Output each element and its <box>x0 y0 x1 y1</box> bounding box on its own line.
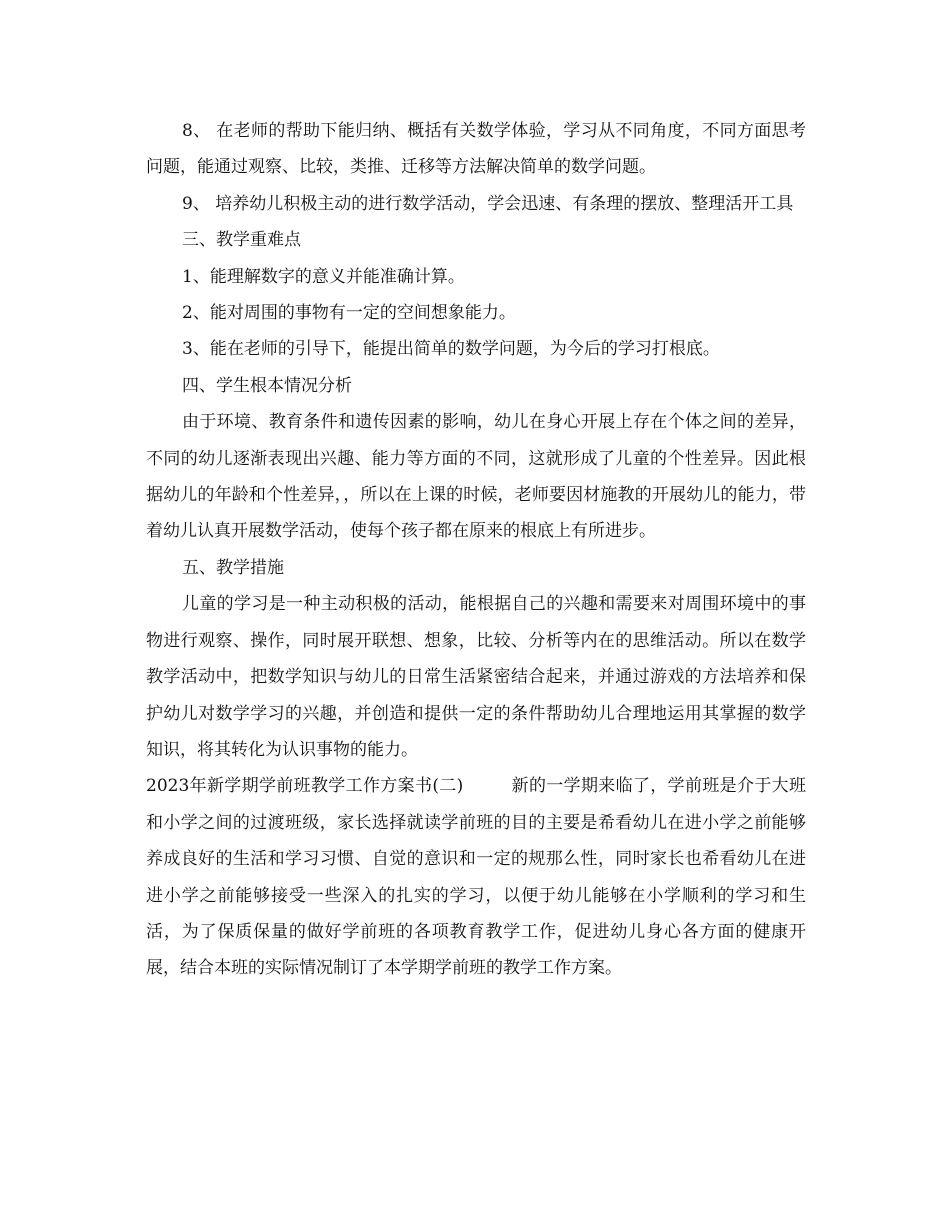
heading-teaching-measures: 五、教学措施 <box>182 557 284 578</box>
document-body <box>146 113 806 987</box>
heading-teaching-key-points: 三、教学重难点 <box>182 230 301 251</box>
section-intro: 新的一学期来临了，学前班是介于大班和小学之间的过渡班级，家长选择就读学前班的目的主要是希看幼儿在进小学之前能够养成良好的生活和学习习惯、自觉的意识和一定的规那么性，同时家长也希看幼儿在进进小学之前能够接受一些深入的扎实的学习，以便于幼儿能够在小学顺利的学习和生活，为了保质保量的做好学前班的各项教育教学工作，促进幼儿身心各方面的健康开展，结合本班的实际情况制订了本学期学前班的教学工作方案。 <box>146 776 806 979</box>
paragraph-key-point-3: 3、能在老师的引导下，能提出简单的数学问题，为今后的学习打根底。 <box>182 339 720 360</box>
heading-student-analysis: 四、学生根本情况分析 <box>182 375 352 396</box>
paragraph-section-two <box>146 768 806 986</box>
paragraph-student-analysis: 由于环境、教育条件和遗传因素的影响，幼儿在身心开展上存在个体之间的差异，不同的幼儿逐渐表现出兴趣、能力等方面的不同，这就形成了儿童的个性差异。因此根据幼儿的年龄和个性差异，，所以在上课的时候，老师要因材施教的开展幼儿的能力，带着幼儿认真开展数学活动，使每个孩子都在原来的根底上有所进步。 <box>146 412 806 542</box>
paragraph-key-point-2: 2、能对周围的事物有一定的空间想象能力。 <box>182 303 516 324</box>
paragraph-goal-8: 8、 在老师的帮助下能归纳、概括有关数学体验，学习从不同角度，不同方面思考问题，能通过观察、比较，类推、迁移等方法解决简单的数学问题。 <box>146 121 806 178</box>
paragraph-goal-9: 9、 培养幼儿积极主动的进行数学活动，学会迅速、有条理的摆放、整理活开工具 <box>182 193 794 214</box>
paragraph-teaching-measures: 儿童的学习是一种主动积极的活动，能根据自己的兴趣和需要来对周围环境中的事物进行观察、操作，同时展开联想、想象，比较、分析等内在的思维活动。所以在数学教学活动中，把数学知识与幼儿的日常生活紧密结合起来，并通过游戏的方法培养和保护幼儿对数学学习的兴趣，并创造和提供一定的条件帮助幼儿合理地运用其掌握的数学知识，将其转化为认识事物的能力。 <box>146 594 806 760</box>
section-title: 2023年新学期学前班教学工作方案书(二) <box>146 776 464 797</box>
paragraph-key-point-1: 1、能理解数字的意义并能准确计算。 <box>182 266 465 287</box>
